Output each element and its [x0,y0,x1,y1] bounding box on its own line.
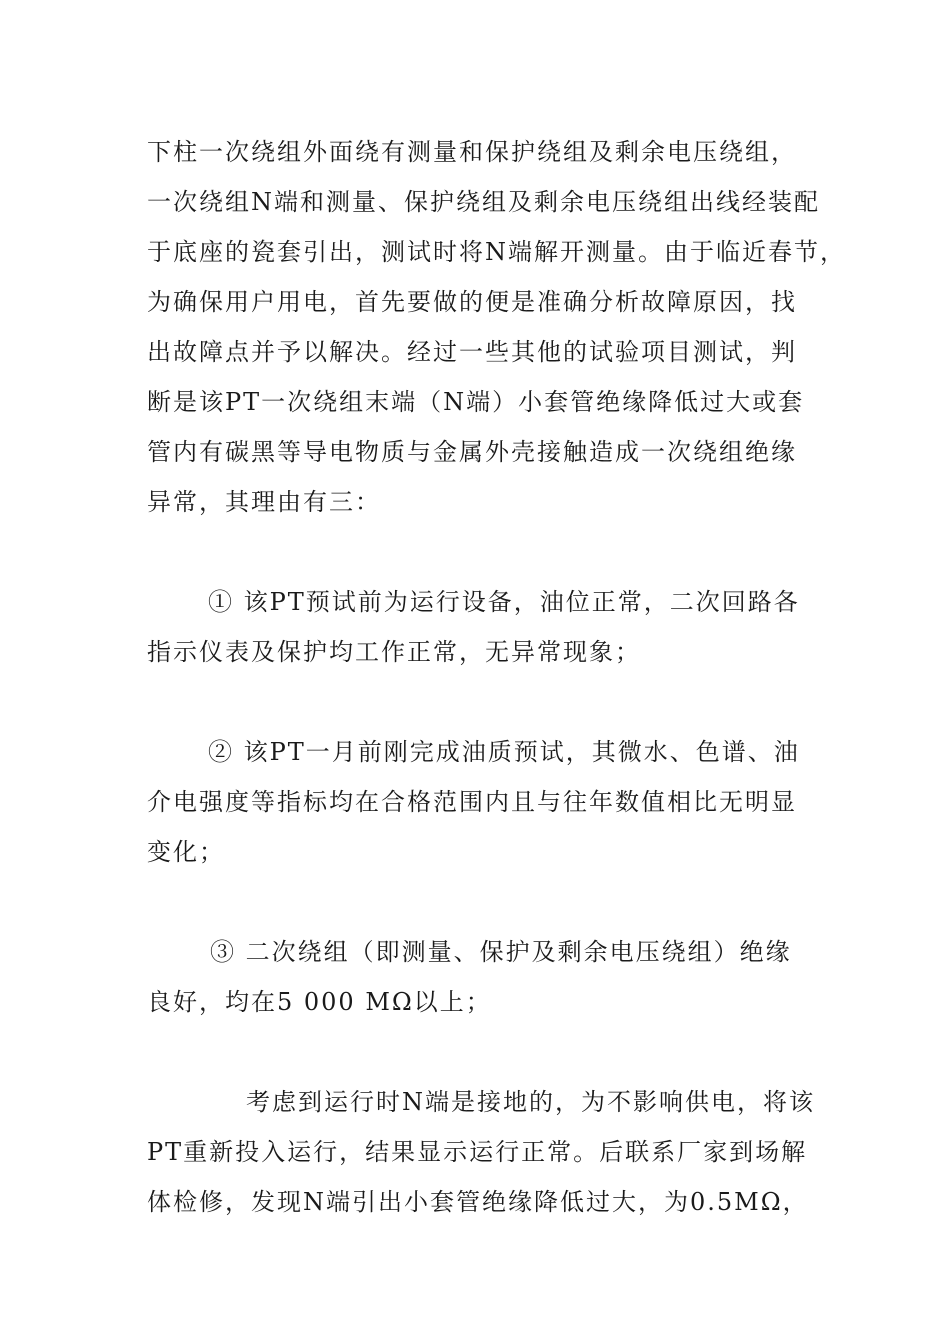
text-line: 良好，均在5 000 MΩ以上； [147,988,492,1016]
text-line: 指示仪表及保护均工作正常，无异常现象； [147,638,641,666]
text-line: 下柱一次绕组外面绕有测量和保护绕组及剩余电压绕组， [147,138,797,166]
text-line: ② 该PT一月前刚完成油质预试，其微水、色谱、油 [208,738,800,766]
text-line: 一次绕组N端和测量、保护绕组及剩余电压绕组出线经装配 [147,188,820,216]
text-line: ① 该PT预试前为运行设备，油位正常，二次回路各 [208,588,800,616]
text-line: 出故障点并予以解决。经过一些其他的试验项目测试，判 [147,338,797,366]
text-line: ③ 二次绕组（即测量、保护及剩余电压绕组）绝缘 [210,938,792,966]
text-line: 为确保用户用电，首先要做的便是准确分析故障原因，找 [147,288,797,316]
text-line: 变化； [147,838,225,866]
text-line: 异常，其理由有三： [147,488,381,516]
text-line: 断是该PT一次绕组末端（N端）小套管绝缘降低过大或套 [147,388,805,416]
text-line: PT重新投入运行，结果显示运行正常。后联系厂家到场解 [147,1138,808,1166]
text-line: 体检修，发现N端引出小套管绝缘降低过大，为0.5MΩ， [147,1188,809,1216]
text-line: 管内有碳黑等导电物质与金属外壳接触造成一次绕组绝缘 [147,438,797,466]
text-line: 考虑到运行时N端是接地的，为不影响供电，将该 [246,1088,815,1116]
text-line: 于底座的瓷套引出，测试时将N端解开测量。由于临近春节， [147,238,846,266]
text-line: 介电强度等指标均在合格范围内且与往年数值相比无明显 [147,788,797,816]
